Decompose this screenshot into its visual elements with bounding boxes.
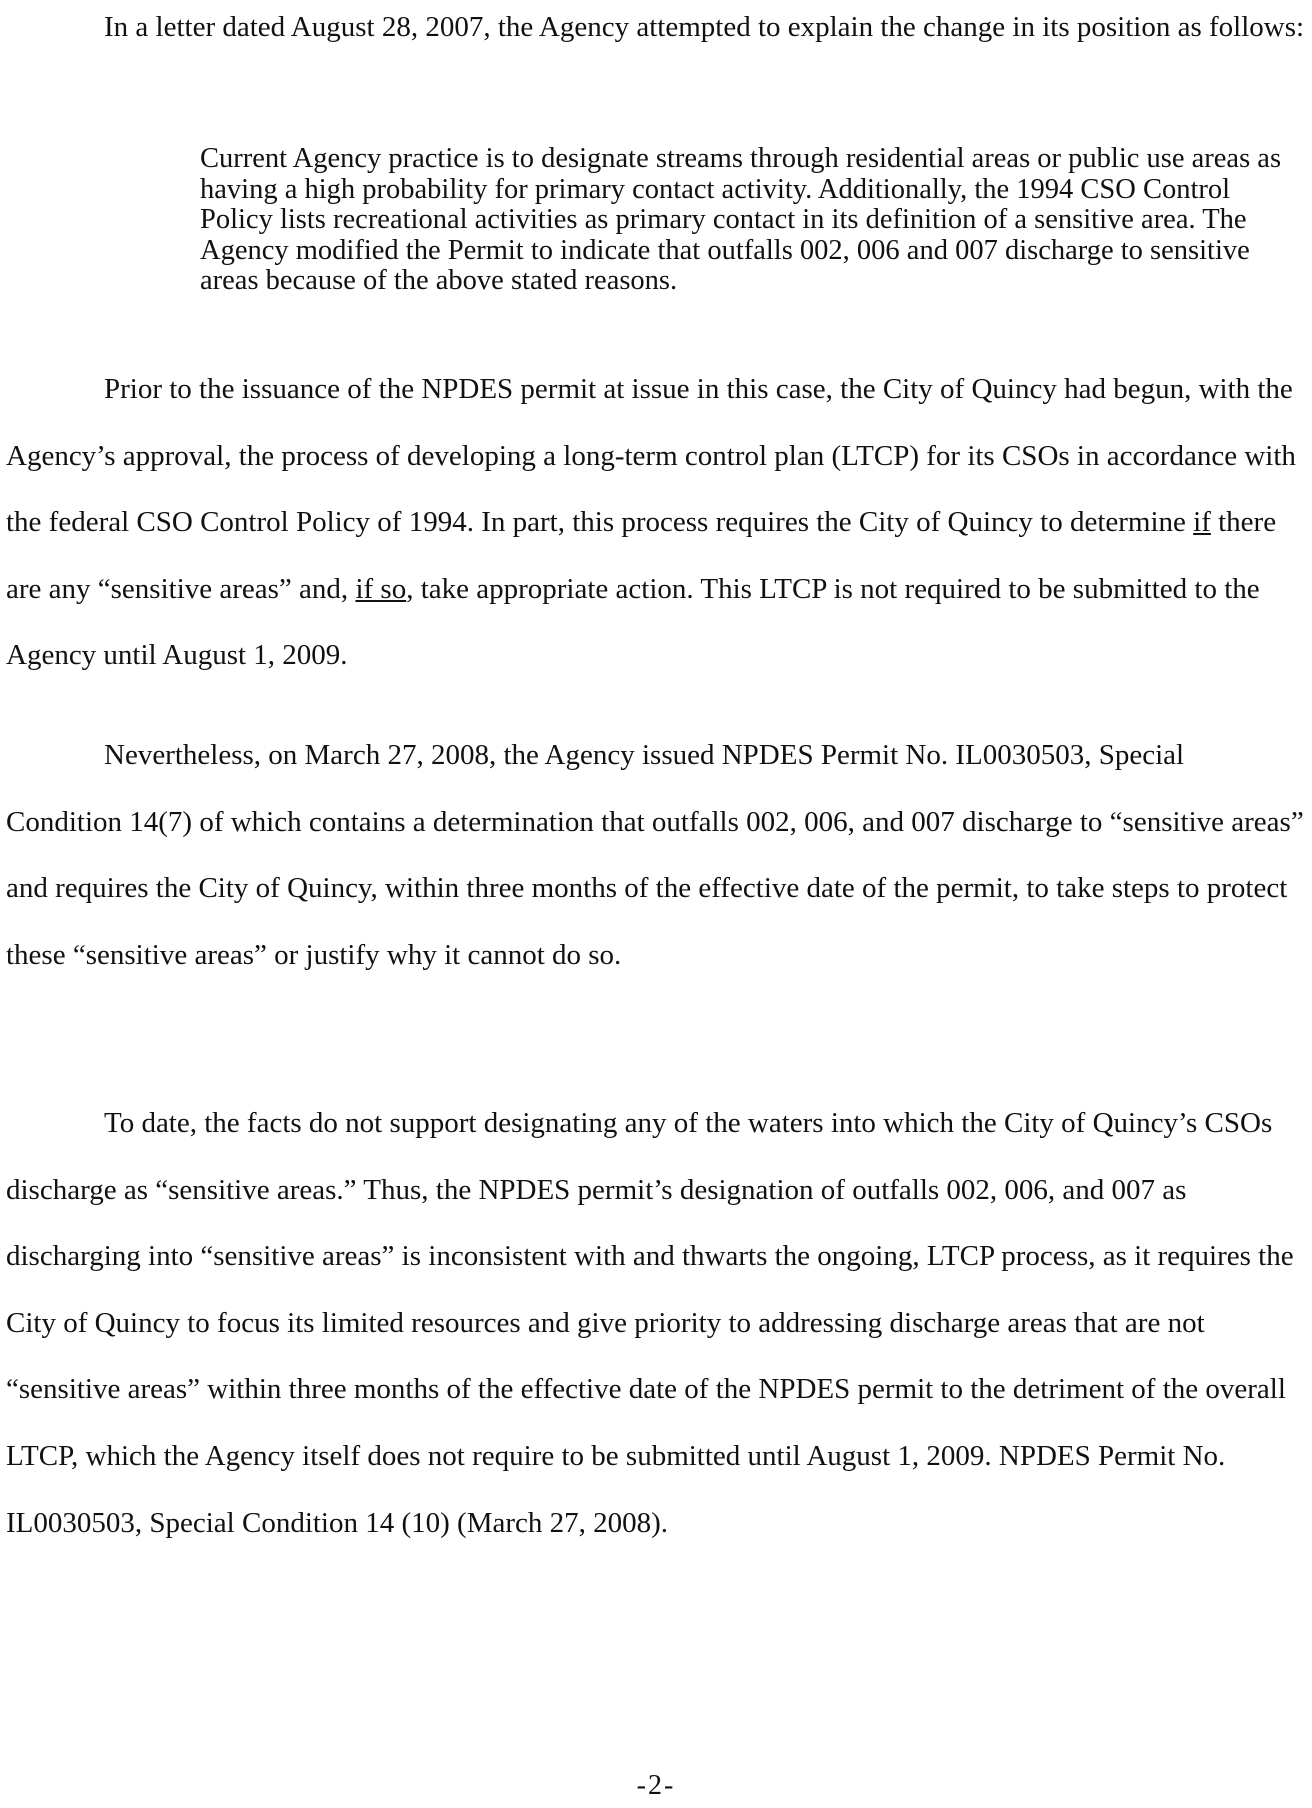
- paragraph-letter-intro: In a letter dated August 28, 2007, the Agency attempted to explain the change in its position as follows:: [104, 11, 1305, 43]
- paragraph-ltcp-text-2: there are any “sensitive areas” and,: [6, 506, 1277, 605]
- paragraph-ltcp-text-3: , take appropriate action. This LTCP is not required to be submitted to the Agency until August 1, 2009.: [6, 572, 1260, 672]
- page-number: -2-: [636, 1770, 676, 1801]
- paragraph-ltcp-text-1: Prior to the issuance of the NPDES permit at issue in this case, the City of Quincy had begun, with the Agency’s approval, the process of developing a long-term control plan (LTCP) for its CSOs in accordance with the federal CSO Control Policy of 1994. In part, this process requires the City of Quincy to determine: [6, 373, 1296, 539]
- underlined-if-so: if so: [355, 572, 407, 605]
- paragraph-facts-to-date: To date, the facts do not support designating any of the waters into which the City of Quincy’s CSOs discharge as “sensitive areas.” Thus, the NPDES permit’s designation of outfalls 002, 006, and 007 as discharging into “sensitive areas” is inconsistent with and thwarts the ongoing, LTCP process, as it requires the City of Quincy to focus its limited resources and give priority to addressing discharge areas that are not “sensitive areas” within three months of the effective date of the NPDES permit to the detriment of the overall LTCP, which the Agency itself does not require to be submitted until August 1, 2009. NPDES Permit No. IL0030503, Special Condition 14 (10) (March 27, 2008).: [6, 1107, 1294, 1539]
- underlined-if: if: [1193, 506, 1211, 539]
- block-quote-agency-letter: Current Agency practice is to designate streams through residential areas or public use areas as having a high probability for primary contact activity. Additionally, the 1994 CSO Control Policy lists recreational activities as primary contact in its definition of a sensitive area. The Agency modified the Permit to indicate that outfalls 002, 006 and 007 discharge to sensitive areas because of the above stated reasons.: [200, 143, 1282, 296]
- paragraph-permit-issued: Nevertheless, on March 27, 2008, the Agency issued NPDES Permit No. IL0030503, Special Condition 14(7) of which contains a determination that outfalls 002, 006, and 007 discharge to “sensitive areas” and requires the City of Quincy, within three months of the effective date of the permit, to take steps to protect these “sensitive areas” or justify why it cannot do so.: [6, 739, 1304, 971]
- paragraph-ltcp-process: [6, 356, 1306, 689]
